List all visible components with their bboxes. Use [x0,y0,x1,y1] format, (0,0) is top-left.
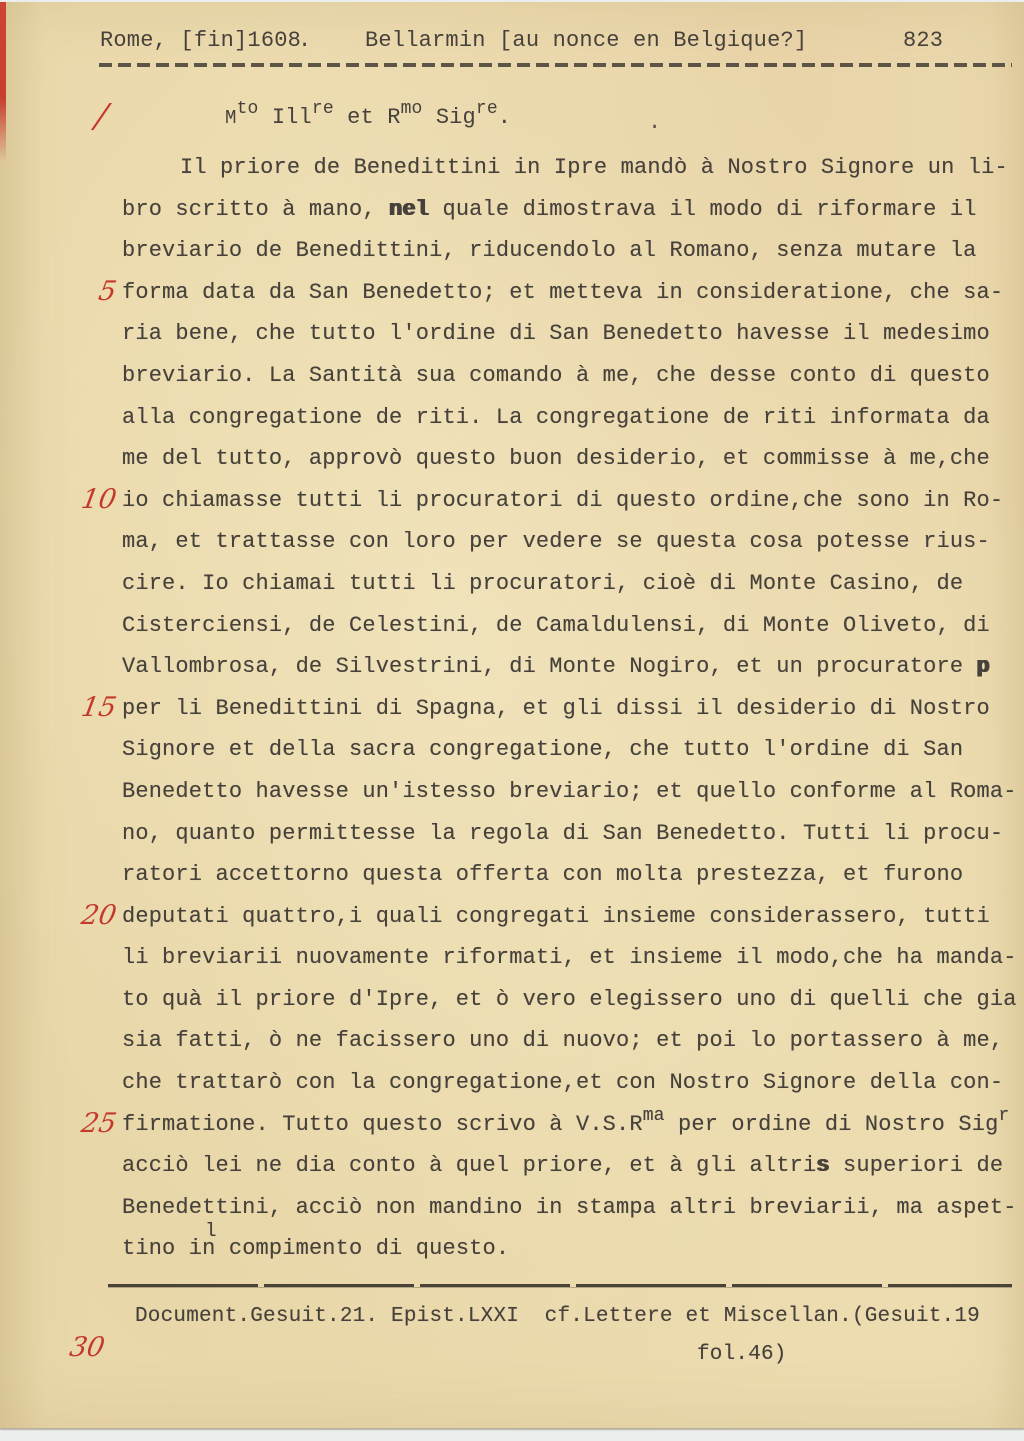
text-run: quale dimostrava il modo di riformare il [429,196,977,222]
body-line [122,987,1022,1029]
text-run: per ordine di Nostro Sig [664,1111,999,1137]
body-line [122,238,1022,280]
header-place-date: Rome, [fin]1608 [100,28,302,53]
body-line [78,1105,1022,1154]
text-run: per li Benedittini di Spagna, et gli dissi il desiderio di Nostro [122,695,990,721]
text-run: no, quanto permittesse la regola di San Benedetto. Tutti li procu- [122,820,1004,846]
text-run: bro scritto à mano, [122,196,390,222]
body-line [122,821,1022,863]
typed-above-correction: l [205,1220,217,1243]
stray-period: . [648,110,662,135]
footer-reference: Document.Gesuit.21. Epist.LXXI cf.Lettere et Miscellan.(Gesuit.19 [135,1305,980,1328]
margin-line-number: 20 [78,899,119,931]
margin-line-number: 5 [96,275,119,307]
header-title: Bellarmin [au nonce en Belgique?] [365,28,808,53]
salutation [225,99,512,130]
body-line [122,363,1022,405]
body-line [122,737,1022,779]
text-run: et R [333,105,401,130]
text-run: Ill [258,105,312,130]
overstruck-text: p [976,654,990,680]
margin-line-number: 25 [78,1107,119,1139]
text-run: acciò lei ne dia conto à quel priore, et à gli altri [122,1153,817,1179]
text-run: forma data da San Benedetto; et metteva in consideratione, che sa- [122,279,1004,305]
overstruck-text: nel [389,196,430,222]
superscript-text: mo [400,99,423,119]
corrected-character: n l [202,1220,217,1262]
body-line [122,779,1022,821]
text-run: firmatione. Tutto questo scrivo à V.S.R [122,1111,643,1137]
body-line [122,1028,1022,1070]
text-run: sia fatti, ò ne facissero uno di nuovo; et poi lo portassero à me, [122,1028,1004,1054]
body-line [122,862,1022,904]
text-run: ma, et trattasse con loro per vedere se questa cosa potesse rius- [122,529,990,555]
text-run: Sig [422,105,476,130]
text-run: li breviarii nuovamente riformati, et insieme il modo,che ha manda- [122,945,1017,971]
text-run: to quà il priore d'Ipre, et ò vero elegissero uno di quelli che gia [122,986,1017,1012]
text-run: deputati quattro,i quali congregati insieme considerassero, tutti [122,903,990,929]
text-run: M [225,107,237,129]
page-number: 823 [903,28,944,53]
superscript-text: to [236,99,259,119]
text-run: tino i [122,1236,203,1262]
footer-folio: fol.46) [697,1343,787,1366]
paper [0,2,1024,1428]
body-line [122,1070,1022,1112]
superscript-text: r [998,1105,1010,1126]
header-separator-dot: . [298,28,312,53]
text-run: . [497,105,512,130]
body-line [96,275,1022,322]
text-run: che trattarò con la congregatione,et con Nostro Signore della con- [122,1070,1004,1096]
body-line [122,446,1022,488]
body-line [122,571,1022,613]
header-rule [99,63,1012,67]
body-line [122,1220,1022,1278]
body-line [78,691,1022,738]
text-run: Vallombrosa, de Silvestrini, di Monte Nogiro, et un procuratore [122,654,977,680]
margin-line-number: 15 [78,691,119,723]
text-run: Benedetto havesse un'istesso breviario; et quello conforme al Roma- [122,778,1017,804]
text-run: Benedettini, acciò non mandino in stampa altri breviarii, ma aspet- [122,1194,1017,1220]
body-line [122,945,1022,987]
body-line [122,197,1022,239]
text-run: breviario. La Santità sua comando à me, che desse conto di questo [122,362,990,388]
text-run: Signore et della sacra congregatione, che tutto l'ordine di San [122,737,964,763]
overstruck-text: s [816,1153,830,1179]
text-run: cire. Io chiamai tutti li procuratori, cioè di Monte Casino, de [122,570,964,596]
body-line [122,405,1022,447]
footer-rule [108,1284,1012,1287]
body-line [122,613,1022,655]
body-line [122,1153,1022,1195]
body-line [122,654,1022,696]
body-line [122,321,1022,363]
margin-mark-30: 30 [67,1332,108,1363]
red-edge-mark [0,2,6,162]
margin-mark-slash: / [92,96,111,135]
body-line [78,483,1022,530]
body-line [122,155,1022,197]
text-run: compimento di questo. [215,1236,510,1262]
superscript-text: re [311,99,334,119]
text-run: alla congregatione de riti. La congregatione de riti informata da [122,404,990,430]
margin-line-number: 10 [78,483,119,515]
text-run: me del tutto, approvò questo buon desiderio, et commisse à me,che [122,446,990,472]
text-run: ratori accettorno questa offerta con molta prestezza, et furono [122,862,964,888]
text-run: superiori de [829,1153,1004,1179]
text-run: io chiamasse tutti li procuratori di questo ordine,che sono in Ro- [122,487,1004,513]
body-line [78,899,1022,946]
body-line [122,1195,1022,1237]
text-run: Cisterciensi, de Celestini, de Camaldulensi, di Monte Oliveto, di [122,612,990,638]
text-run: Il priore de Benedittini in Ipre mandò à Nostro Signore un li- [180,155,1008,180]
body-line [122,529,1022,571]
text-run: ria bene, che tutto l'ordine di San Benedetto havesse il medesimo [122,321,990,347]
text-run: breviario de Benedittini, riducendolo al Romano, senza mutare la [122,238,977,264]
superscript-text: ma [642,1105,665,1126]
letter-body [78,155,1022,1278]
superscript-text: re [475,99,498,119]
